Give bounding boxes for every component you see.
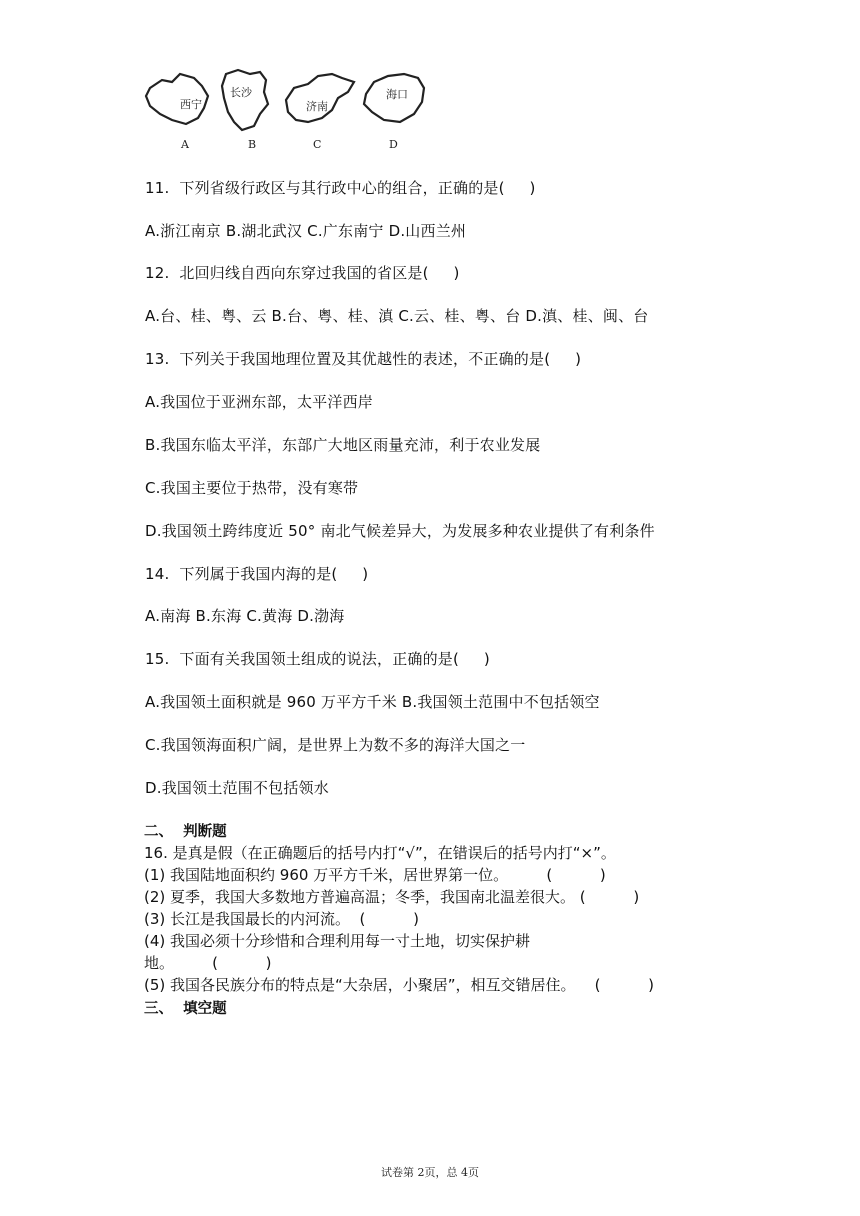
judgement-item: (3) 长江是我国最长的内河流。 ( ): [144, 910, 419, 928]
map-city-label: 海口: [386, 88, 408, 101]
section-instruction: 16. 是真是假（在正确题后的括号内打“√”，在错误后的括号内打“×”。: [144, 844, 616, 862]
question-option: D.我国领土跨纬度近 50° 南北气候差异大，为发展多种农业提供了有利条件: [145, 522, 655, 540]
question-option: A.南海 B.东海 C.黄海 D.渤海: [145, 607, 345, 625]
question-stem: 11. 下列省级行政区与其行政中心的组合，正确的是( ): [145, 179, 536, 197]
map-city-label: 济南: [306, 100, 328, 113]
judgement-item: 地。 ( ): [144, 954, 272, 972]
question-stem: 13. 下列关于我国地理位置及其优越性的表述，不正确的是( ): [145, 350, 582, 368]
section-title: 二、 判断题: [144, 824, 227, 840]
question-stem: 15. 下面有关我国领土组成的说法，正确的是( ): [145, 650, 490, 668]
map-letter: B: [248, 138, 257, 151]
map-letter: C: [313, 138, 322, 151]
question-stem: 14. 下列属于我国内海的是( ): [145, 565, 369, 583]
map-city-label: 西宁: [180, 98, 202, 111]
question-option: C.我国领海面积广阔，是世界上为数不多的海洋大国之一: [145, 736, 526, 754]
province-maps-figure: [142, 68, 442, 150]
judgement-item: (4) 我国必须十分珍惜和合理利用每一寸土地，切实保护耕: [144, 932, 531, 950]
question-stem: 12. 北回归线自西向东穿过我国的省区是( ): [145, 264, 460, 282]
map-letter: A: [181, 138, 189, 151]
question-option: A.浙江南京 B.湖北武汉 C.广东南宁 D.山西兰州: [145, 222, 467, 240]
section-title: 三、 填空题: [144, 1001, 227, 1017]
map-city-label: 长沙: [230, 86, 252, 99]
judgement-item: (1) 我国陆地面积约 960 万平方千米，居世界第一位。 ( ): [144, 866, 606, 884]
question-option: B.我国东临太平洋，东部广大地区雨量充沛，利于农业发展: [145, 436, 541, 454]
question-option: C.我国主要位于热带，没有寒带: [145, 479, 359, 497]
question-option: A.我国位于亚洲东部，太平洋西岸: [145, 393, 373, 411]
map-letter: D: [389, 138, 398, 151]
question-option: A.我国领土面积就是 960 万平方千米 B.我国领土范围中不包括领空: [145, 693, 600, 711]
province-outline-b: [222, 70, 268, 130]
judgement-item: (5) 我国各民族分布的特点是“大杂居，小聚居”，相互交错居住。 ( ): [144, 976, 655, 994]
question-option: A.台、桂、粤、云 B.台、粤、桂、滇 C.云、桂、粤、台 D.滇、桂、闽、台: [145, 307, 649, 325]
judgement-item: (2) 夏季，我国大多数地方普遍高温；冬季，我国南北温差很大。 ( ): [144, 888, 640, 906]
page-footer: 试卷第 2页，总 4页: [381, 1166, 479, 1179]
question-option: D.我国领土范围不包括领水: [145, 779, 329, 797]
